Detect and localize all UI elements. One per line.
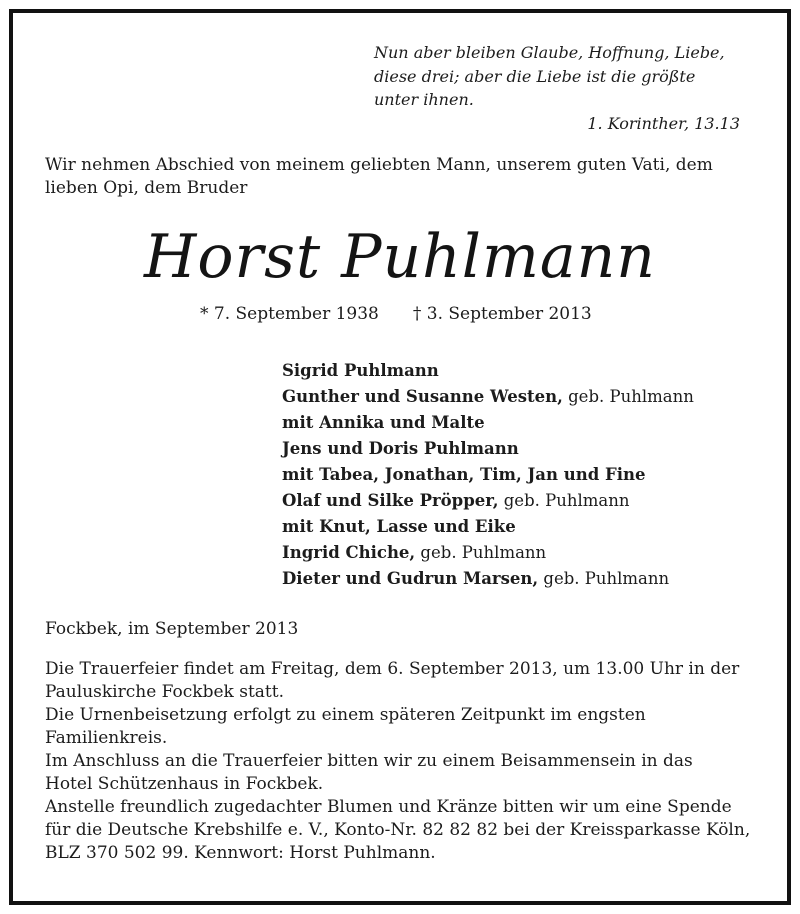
mourner-row — [282, 384, 762, 410]
info-line: Pauluskirche Fockbek statt. — [45, 682, 284, 702]
mourners-list — [282, 358, 762, 592]
info-line: BLZ 370 502 99. Kennwort: Horst Puhlmann. — [45, 843, 436, 863]
mourner-suffix: geb. Puhlmann — [498, 491, 630, 510]
mourner-name: Gunther und Susanne Westen, — [282, 387, 563, 406]
verse-line: diese drei; aber die Liebe ist die größte — [374, 66, 696, 86]
deceased-name: Horst Puhlmann — [144, 222, 656, 292]
birth-date: * 7. September 1938 — [200, 304, 379, 324]
place-date: Fockbek, im September 2013 — [45, 619, 299, 639]
mourner-row — [282, 462, 762, 488]
bible-verse — [374, 41, 740, 135]
mourner-name: Ingrid Chiche, — [282, 543, 416, 562]
mourner-name: mit Tabea, Jonathan, Tim, Jan und Fine — [282, 465, 646, 484]
life-dates — [200, 302, 620, 326]
mourner-suffix: geb. Puhlmann — [538, 569, 670, 588]
mourner-name: mit Knut, Lasse und Eike — [282, 517, 516, 536]
mourner-name: Sigrid Puhlmann — [282, 361, 439, 380]
mourner-name: Dieter und Gudrun Marsen, — [282, 569, 539, 588]
intro-line: lieben Opi, dem Bruder — [45, 178, 248, 198]
funeral-info — [45, 658, 765, 865]
info-line: Im Anschluss an die Trauerfeier bitten wir zu einem Beisammensein in das — [45, 751, 693, 771]
mourner-row — [282, 514, 762, 540]
intro-text — [45, 154, 755, 200]
intro-line: Wir nehmen Abschied von meinem geliebten Mann, unserem guten Vati, dem — [45, 155, 713, 175]
verse-line: Nun aber bleiben Glaube, Hoffnung, Liebe, — [374, 43, 725, 62]
info-line: für die Deutsche Krebshilfe e. V., Konto-Nr. 82 82 82 bei der Kreissparkasse Köln, — [45, 820, 751, 840]
mourner-suffix: geb. Puhlmann — [562, 387, 694, 406]
info-line: Hotel Schützenhaus in Fockbek. — [45, 774, 324, 794]
info-line: Familienkreis. — [45, 728, 168, 748]
mourner-row — [282, 488, 762, 514]
mourner-name: Jens und Doris Puhlmann — [282, 439, 519, 458]
info-line: Anstelle freundlich zugedachter Blumen und Kränze bitten wir um eine Spende — [45, 797, 732, 817]
verse-line: unter ihnen. — [374, 90, 474, 109]
mourner-row — [282, 566, 762, 592]
mourner-suffix: geb. Puhlmann — [415, 543, 547, 562]
mourner-row — [282, 358, 762, 384]
mourner-row — [282, 436, 762, 462]
mourner-row — [282, 540, 762, 566]
mourner-row — [282, 410, 762, 436]
info-line: Die Urnenbeisetzung erfolgt zu einem späteren Zeitpunkt im engsten — [45, 705, 646, 725]
mourner-name: mit Annika und Malte — [282, 413, 485, 432]
verse-reference: 1. Korinther, 13.13 — [587, 113, 740, 133]
mourner-name: Olaf und Silke Pröpper, — [282, 491, 499, 510]
info-line: Die Trauerfeier findet am Freitag, dem 6. September 2013, um 13.00 Uhr in der — [45, 659, 740, 679]
death-date: † 3. September 2013 — [412, 304, 592, 324]
